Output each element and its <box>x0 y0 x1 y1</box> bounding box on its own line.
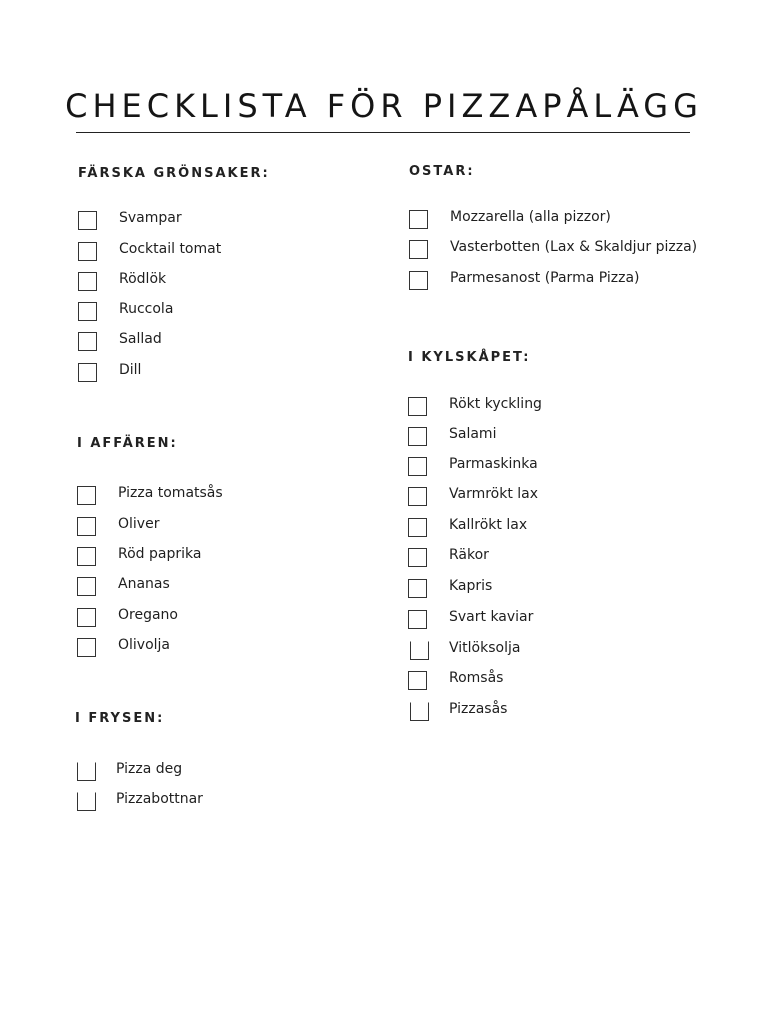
checklist-item-label: Parmesanost (Parma Pizza) <box>450 270 640 286</box>
checkbox[interactable] <box>77 608 96 627</box>
section-heading: I FRYSEN: <box>75 711 165 726</box>
checkbox[interactable] <box>78 363 97 382</box>
checkbox[interactable] <box>408 427 427 446</box>
checkbox[interactable] <box>78 332 97 351</box>
checklist-item-label: Kallrökt lax <box>449 517 528 533</box>
checklist-item-label: Salami <box>449 426 497 442</box>
checklist-item-label: Varmrökt lax <box>449 486 539 502</box>
section-farska-gronsaker <box>78 164 270 378</box>
checkbox[interactable] <box>408 579 427 598</box>
checklist-item-label: Svampar <box>119 210 182 226</box>
checklist-item-label: Sallad <box>119 331 162 347</box>
checklist-item-label: Vasterbotten (Lax & Skaldjur pizza) <box>450 239 698 255</box>
checklist-item-label: Rödlök <box>119 271 167 287</box>
checkbox[interactable] <box>409 210 428 229</box>
checklist-item-label: Mozzarella (alla pizzor) <box>450 209 611 225</box>
section-ostar <box>409 162 698 286</box>
checklist-item-label: Romsås <box>449 670 504 686</box>
checklist-item-label: Parmaskinka <box>449 456 538 472</box>
checkbox[interactable] <box>77 517 96 536</box>
checkbox[interactable] <box>77 762 96 781</box>
checkbox[interactable] <box>409 271 428 290</box>
checkbox[interactable] <box>77 792 96 811</box>
checklist-item-label: Pizzasås <box>449 701 508 717</box>
checkbox[interactable] <box>409 240 428 259</box>
checkbox[interactable] <box>78 242 97 261</box>
checklist-item-label: Oliver <box>118 516 160 532</box>
checklist-item-label: Cocktail tomat <box>119 241 222 257</box>
checkbox[interactable] <box>78 211 97 230</box>
checklist-item-label: Olivolja <box>118 637 171 653</box>
checkbox[interactable] <box>408 518 427 537</box>
checkbox[interactable] <box>77 547 96 566</box>
section-i-affaren <box>77 434 223 653</box>
checkbox[interactable] <box>408 671 427 690</box>
section-heading: I KYLSKÅPET: <box>408 350 531 365</box>
checkbox[interactable] <box>78 272 97 291</box>
checkbox[interactable] <box>408 487 427 506</box>
section-i-frysen <box>75 709 203 807</box>
checklist-item-label: Dill <box>119 362 142 378</box>
section-heading: FÄRSKA GRÖNSAKER: <box>78 166 270 181</box>
checklist-item-label: Ruccola <box>119 301 174 317</box>
checkbox[interactable] <box>77 486 96 505</box>
checklist-item-label: Svart kaviar <box>449 609 534 625</box>
checkbox[interactable] <box>408 610 427 629</box>
section-i-kylskapet <box>408 348 542 717</box>
checkbox[interactable] <box>408 457 427 476</box>
checkbox[interactable] <box>410 702 429 721</box>
checklist-item-label: Räkor <box>449 547 489 563</box>
checkbox[interactable] <box>410 641 429 660</box>
checklist-item-label: Kapris <box>449 578 493 594</box>
checklist-item-label: Röd paprika <box>118 546 202 562</box>
section-heading: OSTAR: <box>409 164 475 179</box>
checkbox[interactable] <box>77 638 96 657</box>
checklist-item-label: Pizzabottnar <box>116 791 203 807</box>
checkbox[interactable] <box>77 577 96 596</box>
checklist-item-label: Vitlöksolja <box>449 640 521 656</box>
checkbox[interactable] <box>408 397 427 416</box>
checkbox[interactable] <box>408 548 427 567</box>
checklist-item-label: Pizza tomatsås <box>118 485 223 501</box>
checklist-item-label: Rökt kyckling <box>449 396 542 412</box>
page-title: CHECKLISTA FÖR PIZZAPÅLÄGG <box>65 87 703 126</box>
checklist-item-label: Pizza deg <box>116 761 183 777</box>
checklist-item-label: Oregano <box>118 607 178 623</box>
checklist-item-label: Ananas <box>118 576 170 592</box>
title-divider <box>76 132 690 133</box>
checkbox[interactable] <box>78 302 97 321</box>
section-heading: I AFFÄREN: <box>77 436 178 451</box>
